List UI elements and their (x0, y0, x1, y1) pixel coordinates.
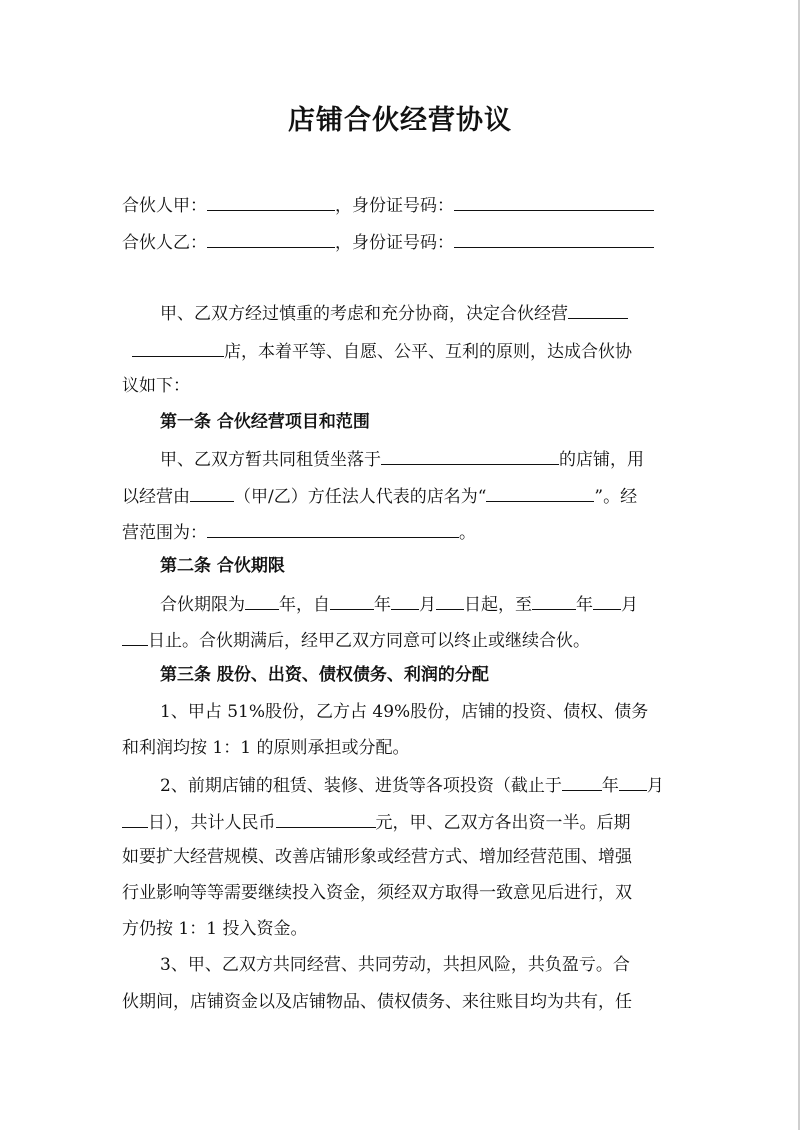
intro-line-1 (160, 300, 628, 326)
deadline-month-blank[interactable] (619, 772, 647, 791)
article-1-text-3b: 。 (459, 523, 476, 543)
intro-text-2: 店，本着平等、自愿、公平、互利的原则，达成合伙协 (224, 342, 632, 362)
partner-a-id-blank[interactable] (454, 192, 654, 211)
article-2-text-1b: 年，自 (279, 595, 330, 615)
partner-b-label: 合伙人乙： (122, 233, 207, 253)
article-1-text-1a: 甲、乙双方暂共同租赁坐落于 (160, 450, 381, 470)
intro-line-2 (132, 338, 632, 364)
article-3-p2-line-4: 行业影响等等需要继续投入资金，须经双方取得一致意见后进行，双 (122, 883, 632, 903)
start-day-blank[interactable] (436, 591, 464, 610)
article-3-p2-text-2b: 元，甲、乙双方各出资一半。后期 (375, 813, 631, 833)
article-1-line-1 (160, 446, 644, 472)
article-2-text-1d: 月 (419, 595, 436, 615)
article-2-line-2 (122, 627, 590, 653)
article-3-p2-line-5: 方仍按 1：1 投入资金。 (122, 919, 308, 939)
end-day-blank[interactable] (122, 627, 148, 646)
article-3-heading: 第三条 股份、出资、债权债务、利润的分配 (160, 665, 489, 685)
document-title: 店铺合伙经营协议 (288, 105, 512, 136)
article-1-text-2b: （甲/乙）方任法人代表的店名为“ (234, 487, 487, 507)
article-2-text-1c: 年 (374, 595, 391, 615)
article-2-text-2: 日止。合伙期满后，经甲乙双方同意可以终止或继续合伙。 (148, 631, 590, 651)
article-1-line-2 (122, 483, 637, 509)
article-3-p1-line-1: 1、甲占 51%股份，乙方占 49%股份，店铺的投资、债权、债务 (160, 702, 649, 722)
partner-a-label: 合伙人甲： (122, 196, 207, 216)
article-2-text-1a: 合伙期限为 (160, 595, 245, 615)
article-3-p2-line-1 (160, 772, 664, 798)
deadline-year-blank[interactable] (562, 772, 602, 791)
partner-b-id-label: ，身份证号码： (335, 233, 454, 253)
partner-a-id-label: ，身份证号码： (335, 196, 454, 216)
end-year-blank[interactable] (532, 591, 576, 610)
article-3-p3-line-2: 伙期间，店铺资金以及店铺物品、债权债务、来往账目均为共有，任 (122, 992, 632, 1012)
partner-a-name-blank[interactable] (207, 192, 335, 211)
shop-name-blank[interactable] (486, 483, 594, 502)
article-3-p2-line-2 (122, 809, 631, 835)
deadline-day-blank[interactable] (122, 809, 148, 828)
article-3-p2-text-1a: 2、前期店铺的租赁、装修、进货等各项投资（截止于 (160, 776, 562, 796)
article-2-line-1 (160, 591, 638, 617)
amount-rmb-blank[interactable] (276, 809, 376, 828)
end-month-blank[interactable] (593, 591, 621, 610)
start-month-blank[interactable] (391, 591, 419, 610)
article-2-heading: 第二条 合伙期限 (160, 556, 285, 576)
legal-rep-blank[interactable] (190, 483, 234, 502)
article-2-text-1g: 月 (621, 595, 638, 615)
business-name-blank-2[interactable] (132, 338, 224, 357)
article-1-text-2c: ”。经 (594, 487, 638, 507)
business-scope-blank[interactable] (207, 519, 459, 538)
article-1-text-1b: 的店铺，用 (559, 450, 644, 470)
intro-text-1: 甲、乙双方经过慎重的考虑和充分协商，决定合伙经营 (160, 304, 568, 324)
partner-b-id-blank[interactable] (454, 229, 654, 248)
article-1-heading: 第一条 合伙经营项目和范围 (160, 412, 370, 432)
article-3-p2-text-1c: 月 (646, 776, 664, 796)
article-1-text-2a: 以经营由 (122, 487, 190, 507)
article-3-p2-line-3: 如要扩大经营规模、改善店铺形象或经营方式、增加经营范围、增强 (122, 847, 632, 867)
article-1-line-3 (122, 519, 476, 545)
partner-b-line (122, 229, 654, 255)
partner-a-line (122, 192, 654, 218)
business-name-blank-1[interactable] (568, 300, 628, 319)
term-years-blank[interactable] (245, 591, 279, 610)
article-1-text-3a: 营范围为： (122, 523, 207, 543)
article-2-text-1e: 日起，至 (464, 595, 532, 615)
intro-line-3: 议如下： (122, 376, 190, 396)
article-3-p1-line-2: 和利润均按 1：1 的原则承担或分配。 (122, 738, 410, 758)
article-3-p2-text-1b: 年 (601, 776, 619, 796)
article-3-p3-line-1: 3、甲、乙双方共同经营、共同劳动，共担风险，共负盈亏。合 (160, 955, 630, 975)
article-3-p2-text-2a: 日），共计人民币 (148, 813, 276, 833)
start-year-blank[interactable] (330, 591, 374, 610)
shop-location-blank[interactable] (381, 446, 559, 465)
partner-b-name-blank[interactable] (207, 229, 335, 248)
article-2-text-1f: 年 (576, 595, 593, 615)
